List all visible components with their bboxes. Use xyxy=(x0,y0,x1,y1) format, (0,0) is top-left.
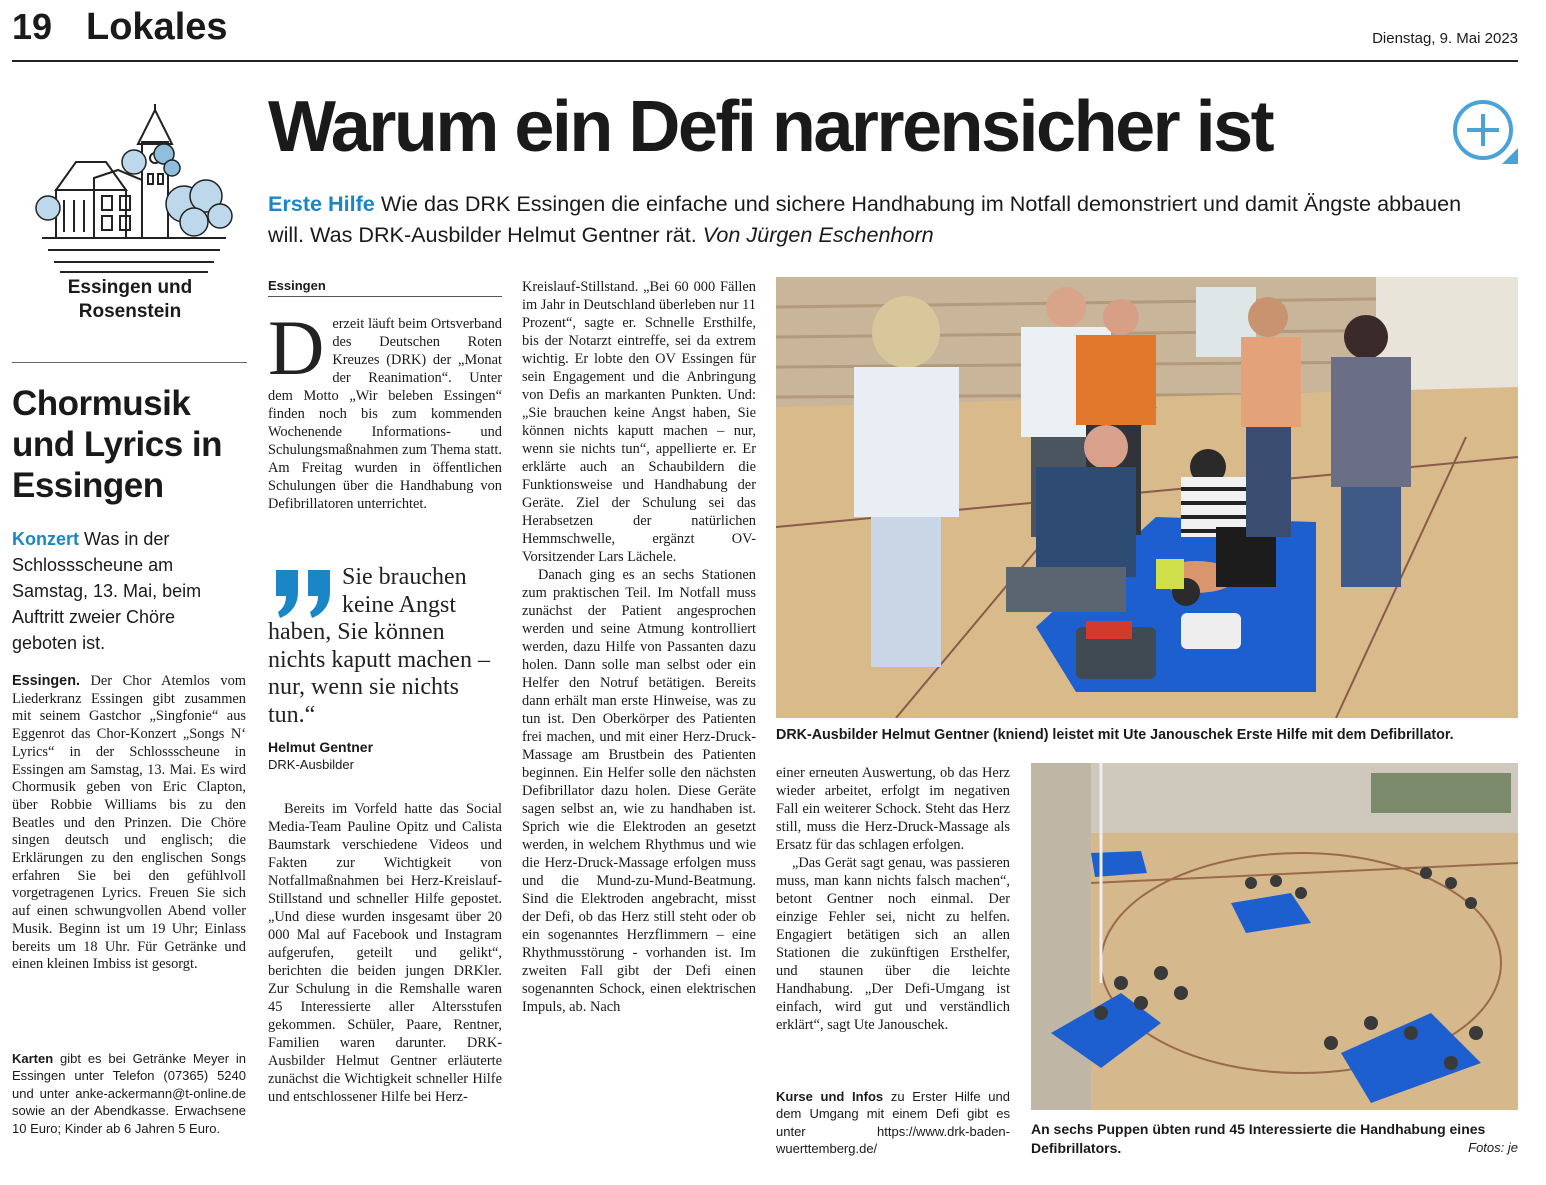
article-col1-text xyxy=(268,304,502,513)
article-subhead xyxy=(268,188,1498,250)
side-article-headline: Chormusik und Lyrics in Essingen xyxy=(12,384,223,505)
article-paragraph: „Das Gerät sagt genau, was passieren muss, man kann nichts falsch machen“, betont Gentner noch einmal. Der einzige Fehler sei, nicht zu helfen. Engagiert betätigen sich an allen Stationen die zukünftigen Ersthelfer, und staunen über die leichte Handhabung. „Der Defi-Umgang ist einfach, wird gut und verständlich erklärt“, sagt Ute Janouschek. xyxy=(776,855,1010,1033)
plus-circle-icon[interactable] xyxy=(1448,96,1518,164)
article-column-1 xyxy=(268,278,502,513)
pull-quote xyxy=(268,564,502,772)
article-paragraph: erzeit läuft beim Ortsverband des Deutschen Roten Kreuzes (DRK) der „Monat der Reanimation“. Unter dem Motto „Wir beleben Essingen“ finden noch bis zum kommenden Wochenende Informations- und Schulungsmaßnahmen zum Thema statt. Am Freitag wurden in öffentlichen Schulungen über die Handhabung von Defibrillatoren unterrichtet. xyxy=(268,316,502,512)
article-col1-continued xyxy=(268,800,502,1106)
side-article-body xyxy=(12,673,246,974)
subhead-text: Wie das DRK Essingen die einfache und sichere Handhabung im Notfall demonstriert und damit Ängste abbauen will. Was DRK-Ausbilder Helmut Gentner rät. xyxy=(268,191,1462,247)
photo-credit: Fotos: je xyxy=(1468,1140,1518,1155)
photo-caption-2: An sechs Puppen übten rund 45 Interessierte die Handhabung eines Defibrillators. xyxy=(1031,1121,1486,1156)
teaser-keyword: Konzert xyxy=(12,529,79,549)
drop-cap: D xyxy=(268,304,325,391)
info-text: zu Erster Hilfe und dem Umgang mit einem Defi gibt es unter https://www.drk-baden-wuerttemberg.de/ xyxy=(776,1089,1010,1157)
quote-marks-icon xyxy=(272,566,336,618)
teaser-text: Was in der Schlossscheune am Samstag, 13. Mai, beim Auftritt zweier Chöre geboten ist. xyxy=(12,529,202,653)
article-column-2 xyxy=(522,278,756,1016)
region-label: Essingen und Rosenstein xyxy=(67,277,193,322)
castle-church-logo xyxy=(34,104,234,274)
article-info-box xyxy=(776,1088,1010,1158)
article-paragraph: Bereits im Vorfeld hatte das Social Media-Team Pauline Opitz und Calista Baumstark verschiedene Videos und Fakten zur Wichtigkeit von Notfallmaßnahmen bei Herz-Kreislauf-Stillstand und schneller Hilfe gepostet. „Und diese wurden insgesamt über 20 000 Mal auf Facebook und Instagram aufgerufen, geteilt und gelikt“, berichten die beiden jungen DRKler. Zur Schulung in die Remshalle waren 45 Interessierte aller Altersstufen gekommen. Schüler, Paare, Rentner, Familien waren darunter. DRK-Ausbilder Helmut Gentner erläuterte zunächst die Wichtigkeit schneller Hilfe und entschlossener Hilfe bei Herz- xyxy=(268,801,502,1105)
side-info-lead: Karten xyxy=(12,1051,54,1066)
issue-date: Dienstag, 9. Mai 2023 xyxy=(1372,30,1518,47)
author-byline: Von Jürgen Eschenhorn xyxy=(702,222,934,247)
article-paragraph: einer erneuten Auswertung, ob das Herz wieder arbeitet, erfolgt im negativen Fall ein weiterer Schock. Steht das Herz still, muss die Herz-Druck-Massage als Ersatz für das schlagen erfolgen. xyxy=(776,765,1010,853)
header-rule xyxy=(12,60,1518,62)
info-lead: Kurse und Infos xyxy=(776,1089,884,1104)
pull-quote-role: DRK-Ausbilder xyxy=(268,757,354,772)
side-body-lead: Essingen. xyxy=(12,673,80,689)
section-title: Lokales xyxy=(86,6,228,48)
photo-caption-1: DRK-Ausbilder Helmut Gentner (kniend) leistet mit Ute Janouschek Erste Hilfe mit dem Defibrillator. xyxy=(776,727,1454,743)
left-column-rule xyxy=(12,362,247,363)
article-paragraph: Kreislauf-Stillstand. „Bei 60 000 Fällen im Jahr in Deutschland überleben nur 11 Prozent“, sagte er. Schnelle Ersthilfe, bis der Notarzt eintreffe, sei da extrem wichtig. Er lobte den OV Essingen für sein Engagement und die Anbringung von Defis an markanten Punkten. Und: „Sie brauchen keine Angst haben, Sie können nichts kaputt machen – nur, wenn sie nichts tun“, appellierte er. Er erklärte auch an Schaubildern die Funktionsweise und Handhabung der Geräte. Ziel der Schulung sei das Herabsetzen der natürlichen Hemmschwelle, ergänzt OV-Vorsitzender Lars Lächele. xyxy=(522,279,756,565)
subhead-keyword: Erste Hilfe xyxy=(268,191,375,216)
article-headline: Warum ein Defi narrensicher ist xyxy=(268,87,1273,167)
side-info-text: gibt es bei Getränke Meyer in Essingen unter Telefon (07365) 5240 und unter anke-ackermann@t-online.de sowie an der Abendkasse. Erwachsene 10 Euro; Kinder ab 6 Jahren 5 Euro. xyxy=(12,1051,246,1136)
photo-cpr-training xyxy=(776,277,1518,718)
photo-gym-overview xyxy=(1031,763,1518,1110)
side-article-info xyxy=(12,1050,246,1137)
article-paragraph: Danach ging es an sechs Stationen zum praktischen Teil. Im Notfall muss zunächst der Patient angesprochen werden und seine Atmung kontrolliert werden, dazu Hilfe von Passanten dazu holen. Dann solle man selbst oder ein Helfer den Notruf betätigen. Bereits dann erhält man erste Hinweise, was zu tun ist. Den Oberkörper des Patienten frei machen, und mit einer Herz-Druck-Massage am Brustbein des Patienten beginnen. Ein Helfer solle den nächsten Defibrillator dazu holen. Diese Geräte sagen selbst an, wie zu handhaben ist. Sprich wie die Elektroden an gesetzt werden, in welchem Rhythmus und wie die Herz-Druck-Massage erfolgen muss und die Mund-zu-Mund-Beatmung. Sind die Elektroden angebracht, misst der Defi, ob das Herz still steht oder ob ein sogenanntes Herzflimmern – eine Rhythmusstörung - vorhanden ist. Im zweiten Fall gibt der Defi einen sogenannten Schock, einen elektrischen Impuls, ab. Nach xyxy=(522,567,756,1015)
side-article-teaser xyxy=(12,526,244,656)
page-number: 19 xyxy=(12,6,53,47)
pull-quote-author: Helmut Gentner xyxy=(268,739,374,755)
pull-quote-text: Sie brauchen keine Angst haben, Sie können nichts kaputt machen – nur, wenn sie nichts tun.“ xyxy=(268,564,490,728)
article-column-3 xyxy=(776,764,1010,1034)
article-dateline: Essingen xyxy=(268,278,502,297)
side-body-text: Der Chor Atemlos vom Liederkranz Essingen gibt zusammen mit seinem Gastchor „Singfonie“ aus Eggenrot das Chor-Konzert „Songs N‘ Lyrics“ in der Schlossscheune in Essingen am Samstag, 13. Mai. Es wird Chormusik geben von Eric Clapton, über Robbie Williams bis zu den Beatles und den Prinzen. Die Chöre singen deutsch und englisch; die Erklärungen zu den englischen Songs erfahren Sie bei den gefühlvoll vorgetragenen Lyrics. Freuen Sie sich auf einen schwungvollen Abend voller Musik. Beginn ist um 19 Uhr; Einlass bereits um 18 Uhr. Für Getränke und einen kleinen Imbiss ist gesorgt. xyxy=(12,673,246,973)
